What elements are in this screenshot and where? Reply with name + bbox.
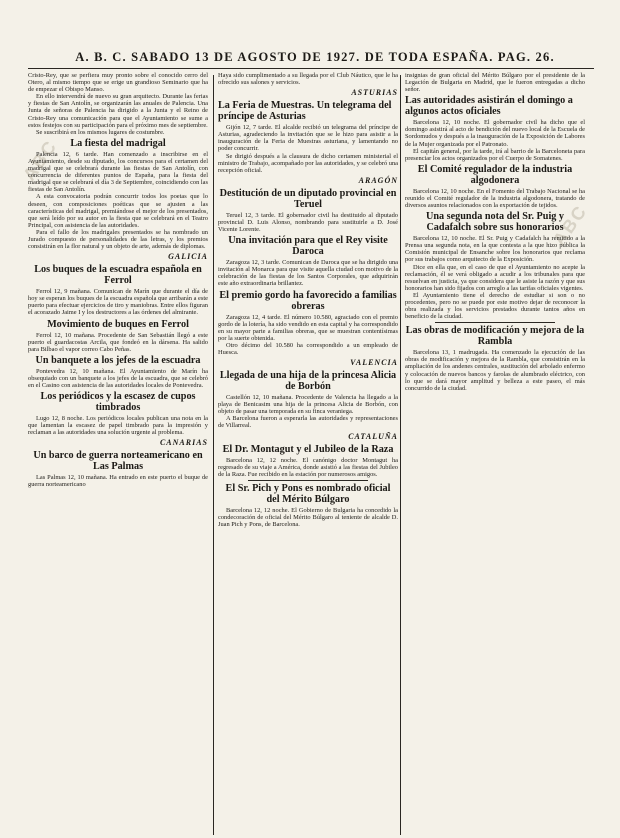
article-paragraph: Barcelona 12, 12 noche. El canónigo doctor Montagut ha regresado de su viaje a América, donde asistió a las fiestas del Jubileo de la Raza. Fue recibido en la estación por numerosos amigos. <box>218 456 398 478</box>
article-paragraph: Haya sido cumplimentado a su llegada por el Club Náutico, que le ha ofrecido sus salones y servicios. <box>218 72 398 87</box>
article-headline: Las obras de modificación y mejora de la Rambla <box>405 325 585 348</box>
article-headline: El Dr. Montagut y el Jubileo de la Raza <box>222 443 394 455</box>
column-divider-left <box>213 75 214 835</box>
article-paragraph: Se suscribirá en los mismos lugares de costumbre. <box>36 128 165 136</box>
article-headline: Un barco de guerra norteamericano en Las Palmas <box>33 450 203 473</box>
section-label-valencia: VALENCIA <box>350 358 398 368</box>
page-header: A. B. C. SABADO 13 DE AGOSTO DE 1927. DE TODA ESPAÑA. PAG. 26. <box>75 50 555 64</box>
article-headline: Los periódicos y la escasez de cupos timbrados <box>40 391 196 414</box>
column-3 <box>405 72 585 836</box>
article-headline: Los buques de la escuadra española en Ferrol <box>34 264 202 287</box>
column-divider-right <box>400 75 401 835</box>
section-label-galicia: GALICIA <box>168 252 208 262</box>
article-paragraph: Castellón 12, 10 mañana. Procedente de Valencia ha llegado a la playa de Benicasim una hija de la princesa Alicia de Borbón, con objeto de pasar una temporada en su finca veraniega. <box>218 394 398 416</box>
article-paragraph: Palencia 12, 6 tarde. Han comenzado a inscribirse en el Ayuntamiento, desde su diputado, los concursos para el certamen del madrigal que se celebrará durante las fiestas de San Antolín, con concurrencia de diferentes puntos de España, para la fiesta del madrigal que se celebrará el día 3 de Septiembre, coincidiendo con las fiestas de San Antolín. <box>28 150 208 194</box>
article-paragraph: Gijón 12, 7 tarde. El alcalde recibió un telegrama del príncipe de Asturias, agradeciendo la invitación que se le hizo para asistir a la inauguración de la Feria de Muestras asturiana, y lamentando no poder concurrir. <box>218 124 398 153</box>
article-paragraph: Para el fallo de los madrigales presentados se ha nombrado un Jurado compuesto de personalidades de las letras, y los premios consistirán en la flor natural y un objeto de arte, además de diplomas. <box>28 228 208 251</box>
article-headline: Una segunda nota del Sr. Puig y Cadafalch sobre sus honorarios <box>425 211 565 234</box>
column-1 <box>28 72 208 836</box>
article-paragraph: insignias de gran oficial del Mérito Búlgaro por el presidente de la Legación de Bulgaria en Madrid, que le fueron entregadas a dicho señor. <box>405 72 585 94</box>
article-headline: La Feria de Muestras. Un telegrama del príncipe de Asturias <box>218 100 392 123</box>
abc-watermark: ABC <box>18 136 62 185</box>
article-headline: Movimiento de buques en Ferrol <box>47 318 189 330</box>
article-paragraph: Barcelona 12, 12 noche. El Gobierno de Bulgaria ha concedido la condecoración de oficial del Mérito Búlgaro al teniente de alcalde D. Juan Pich y Pons, de Barcelona. <box>218 506 398 528</box>
article-paragraph: Dice en ella que, en el caso de que el Ayuntamiento no acepte la reclamación, él se verá obligado a acudir a los tribunales para que resuelvan en justicia, ya que considera que le asiste la razón y que sus honorarios han sido fijados con arreglo a las tarifas oficiales vigentes. <box>405 263 585 292</box>
article-paragraph: Barcelona 12, 10 noche. El gobernador civil ha dicho que el domingo asistirá al acto de bendición del nuevo local de la Escuela de Sordomudos y después a la inauguración de la Exposición de Labores de la Mujer organizada por el Patronato. <box>405 119 585 148</box>
article-headline: La fiesta del madrigal <box>70 137 166 149</box>
article-headline: Una invitación para que el Rey visite Daroca <box>228 235 388 258</box>
article-headline: El Sr. Pich y Pons es nombrado oficial del Mérito Búlgaro <box>225 482 391 505</box>
article-paragraph: Barcelona 12, 10 noche. En el Fomento del Trabajo Nacional se ha reunido el Comité regulador de la industria algodonera, tratando de diversos asuntos relacionados con la exportación de tejidos. <box>405 187 585 210</box>
article-headline: Llegada de una hija de la princesa Alicia de Borbón <box>219 370 397 393</box>
article-paragraph: En ello intervendrá de nuevo su gran arquitecto. Durante las ferias y fiestas de San Antolín, se organizarán las anuales de Palencia. Una Junta de señoras de Palencia ha dirigido a la Junta y el Reino de Cristo-Rey una comunicación para que el Ayuntamiento se sume a estos festejos con su participación para el próximo mes de septiembre. <box>28 93 208 129</box>
article-paragraph: El capitán general, por la tarde, irá al barrio de la Barceloneta para presenciar los actos organizados por el Cuerpo de Somatenes. <box>405 147 585 162</box>
article-paragraph: El Ayuntamiento tiene el derecho de estudiar si son o no procedentes, pero no se puede por este motivo dejar de reconocer la obra realizada y los servicios prestados durante tantos años en beneficio de la ciudad. <box>405 291 585 321</box>
article-paragraph: Cristo-Rey, que se perfiera muy pronto sobre el conocido cerro del Otero, al mismo tiempo que se erige un grandioso Seminario que ha de empezar el Obispo Manso. <box>28 72 208 94</box>
article-paragraph: Teruel 12, 3 tarde. El gobernador civil ha destituido al diputado provincial D. Luis Alonso, nombrando para sustituirle a D. José Vicente Lorente. <box>218 211 398 234</box>
article-separator <box>435 322 555 323</box>
article-headline: Las autoridades asistirán el domingo a algunos actos oficiales <box>405 95 573 118</box>
article-headline: Destitución de un diputado provincial en Teruel <box>219 187 397 210</box>
article-paragraph: A Barcelona fueron a esperarla las autoridades y representaciones de Villarreal. <box>218 415 398 430</box>
article-paragraph: Ferrol 12, 9 mañana. Comunican de Marín que durante el día de hoy se esperan los buques de la escuadra española que arribarán a este puerto para efectuar ejercicios de tiro y maniobras. Entre ellos figuran el acorazado Jaime I y los destructores a las órdenes del almirante. <box>28 288 208 317</box>
article-paragraph: A esta convocatoria podrán concurrir todos los poetas que lo deseen, con composiciones poéticas que se ajusten a las características del madrigal, premiándose el mejor de los presentados, que será leído por su autor en la fiesta que se celebrará en el Teatro Principal, con asistencia de las autoridades. <box>28 193 208 229</box>
section-label-aragon: ARAGÓN <box>358 175 398 185</box>
article-headline: Un banquete a los jefes de la escuadra <box>35 354 201 366</box>
article-paragraph: Zaragoza 12, 3 tarde. Comunican de Daroca que se ha dirigido una invitación al Monarca para que visite aquella ciudad con motivo de la celebración de las fiestas de los Santos Corporales, que adquirirán este año extraordinaria brillantez. <box>218 259 398 288</box>
article-separator <box>248 480 368 481</box>
article-paragraph: Se dirigió después a la clausura de dicho certamen ministerial el ministro de Trabajo, acompañado por las autoridades, y se celebró una recepción oficial. <box>218 152 398 174</box>
abc-watermark: ABC <box>548 201 592 250</box>
column-2 <box>218 72 398 836</box>
article-paragraph: Pontevedra 12, 10 mañana. El Ayuntamiento de Marín ha obsequiado con un banquete a los jefes de la escuadra, que se celebró en el Casino con asistencia de las autoridades locales de Pontevedra. <box>28 367 208 389</box>
article-paragraph: Las Palmas 12, 10 mañana. Ha entrado en este puerto el buque de guerra norteamericano <box>28 474 208 489</box>
article-paragraph: Lugo 12, 8 noche. Los periódicos locales publican una nota en la que lamentan la escasez de papel timbrado para la impresión y reclaman a las autoridades una solución urgente al problema. <box>28 415 208 437</box>
article-paragraph: Barcelona 13, 1 madrugada. Ha comenzado la ejecución de las obras de modificación y mejora de la Rambla, que consistirán en la ampliación de los andenes centrales, sustitución del arbolado enfermo y colocación de nuevos bancos y farolas de alumbrado eléctrico, con lo que se dará mayor amplitud y belleza a este paseo, el más concurrido de la ciudad. <box>405 349 585 392</box>
article-paragraph: Ferrol 12, 10 mañana. Procedente de San Sebastián llegó a este puerto el guardacostas Arcila, que fondeó en la dársena. Ha salido para Bilbao el vapor correo Cabo Peñas. <box>28 331 208 353</box>
article-headline: El Comité regulador de la industria algodonera <box>417 163 573 186</box>
section-label-asturias: ASTURIAS <box>351 88 398 98</box>
article-paragraph: Barcelona 12, 10 noche. El Sr. Puig y Cadafalch ha remitido a la Prensa una segunda nota, en la que contesta a la que hizo pública la Comisión municipal de Ensanche sobre los honorarios que reclama por sus trabajos como arquitecto de la Exposición. <box>405 235 585 264</box>
header-rule <box>28 68 594 69</box>
section-label-cataluna: CATALUÑA <box>348 431 398 441</box>
article-paragraph: Otro décimo del 10.580 ha correspondido a un empleado de Huesca. <box>218 341 398 356</box>
article-paragraph: Zaragoza 12, 4 tarde. El número 10.580, agraciado con el premio gordo de la lotería, ha sido vendido en esta capital y ha correspondido en su mayor parte a familias obreras, que se muestran contentísimas por la suerte obtenida. <box>218 313 398 342</box>
section-label-canarias: CANARIAS <box>159 438 208 448</box>
article-headline: El premio gordo ha favorecido a familias obreras <box>219 289 397 312</box>
